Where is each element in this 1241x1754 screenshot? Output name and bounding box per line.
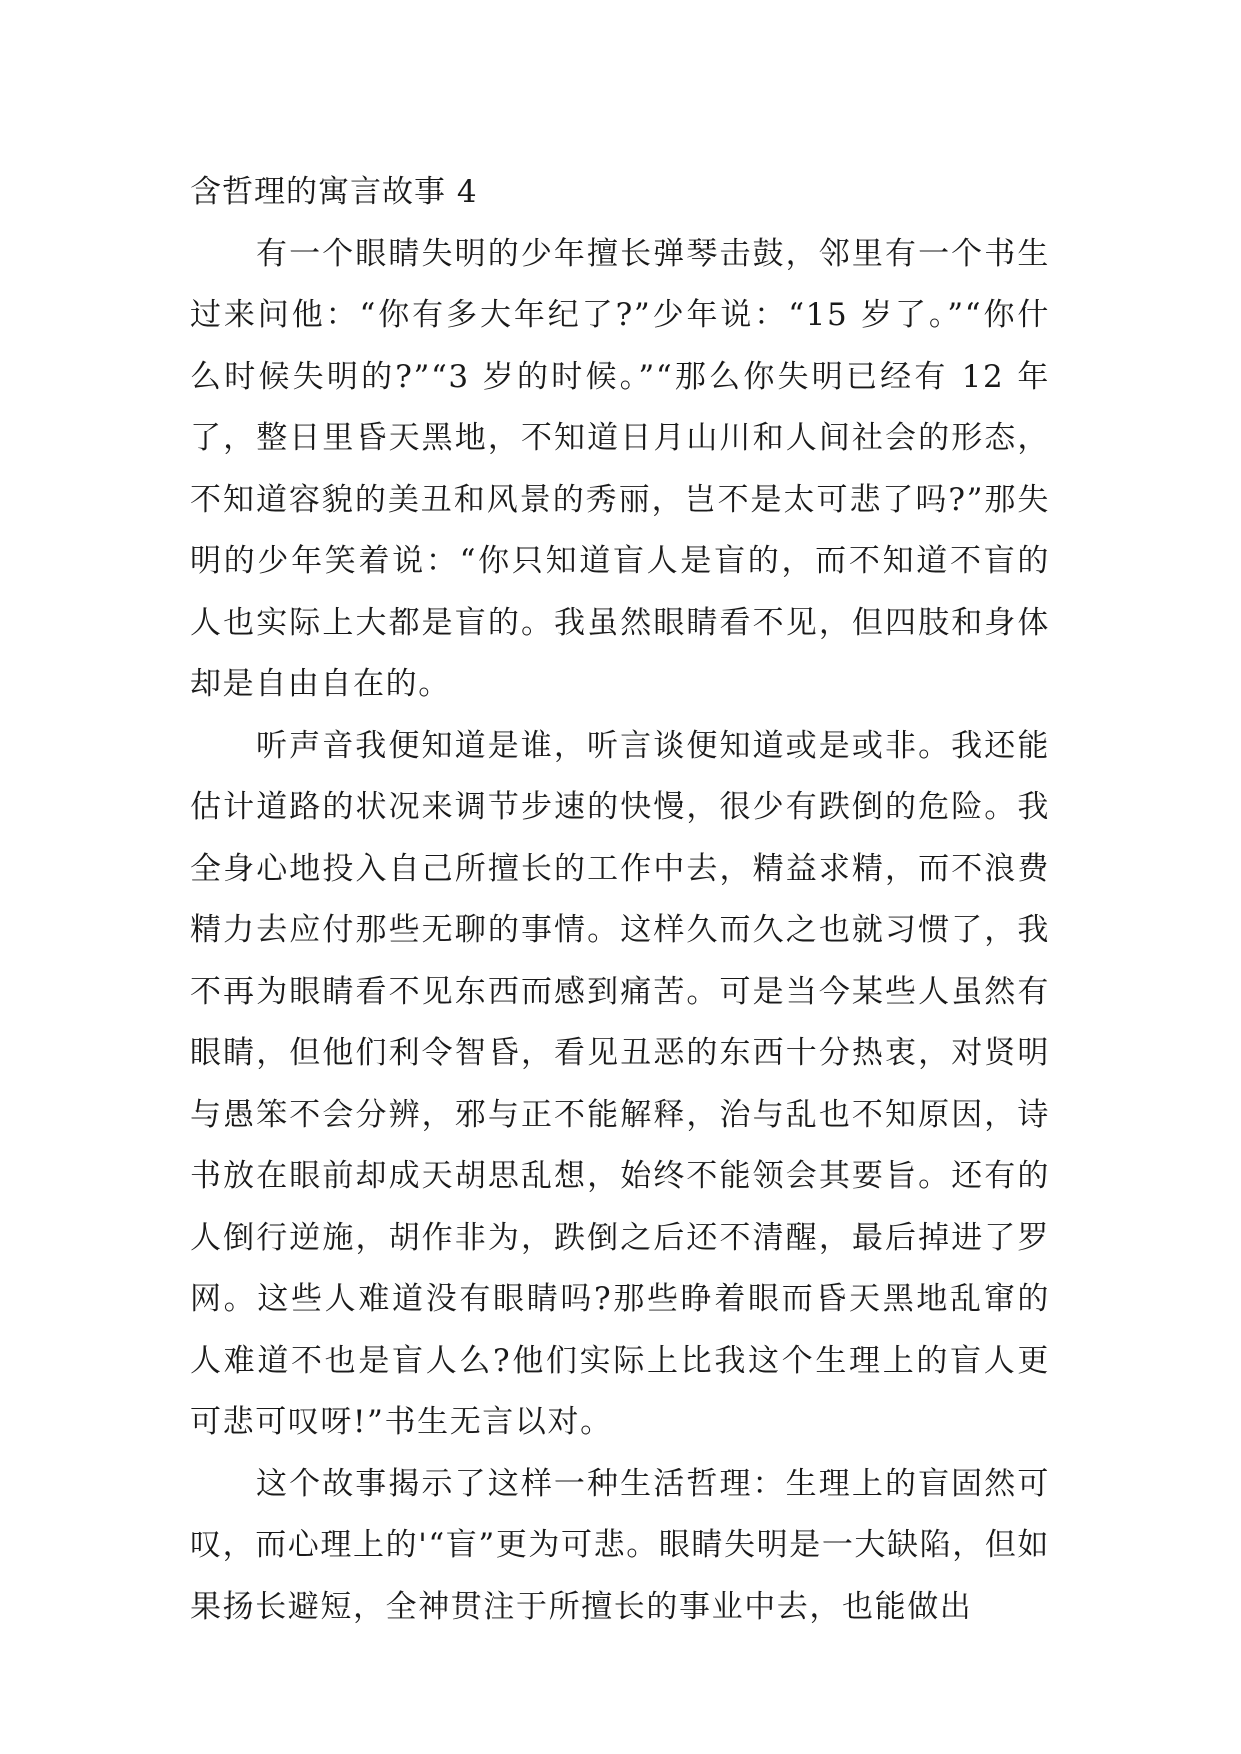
paragraph-1: 有一个眼睛失明的少年擅长弹琴击鼓，邻里有一个书生过来问他：“你有多大年纪了?”少年说：“15 岁了。”“你什么时候失明的?”“3 岁的时候。”“那么你失明已经有 12 年了，整日里昏天黑地，不知道日月山川和人间社会的形态，不知道容貌的美丑和风景的秀丽，岂不是太可悲了吗?”那失明的少年笑着说：“你只知道盲人是盲的，而不知道不盲的人也实际上大都是盲的。我虽然眼睛看不见，但四肢和身体却是自由自在的。 — [190, 235, 1050, 702]
paragraph-2: 听声音我便知道是谁，听言谈便知道或是或非。我还能估计道路的状况来调节步速的快慢，很少有跌倒的危险。我全身心地投入自己所擅长的工作中去，精益求精，而不浪费精力去应付那些无聊的事情。这样久而久之也就习惯了，我不再为眼睛看不见东西而感到痛苦。可是当今某些人虽然有眼睛，但他们利令智昏，看见丑恶的东西十分热衷，对贤明与愚笨不会分辨，邪与正不能解释，治与乱也不知原因，诗书放在眼前却成天胡思乱想，始终不能领会其要旨。还有的人倒行逆施，胡作非为，跌倒之后还不清醒，最后掉进了罗网。这些人难道没有眼睛吗?那些睁着眼而昏天黑地乱窜的人难道不也是盲人么?他们实际上比我这个生理上的盲人更可悲可叹呀!”书生无言以对。 — [190, 727, 1050, 1440]
document-body — [190, 162, 1050, 1638]
paragraph-3: 这个故事揭示了这样一种生活哲理：生理上的盲固然可叹，而心理上的'“盲”更为可悲。眼睛失明是一大缺陷，但如果扬长避短，全神贯注于所擅长的事业中去，也能做出 — [190, 1465, 1051, 1625]
document-title: 含哲理的寓言故事 4 — [190, 174, 478, 210]
